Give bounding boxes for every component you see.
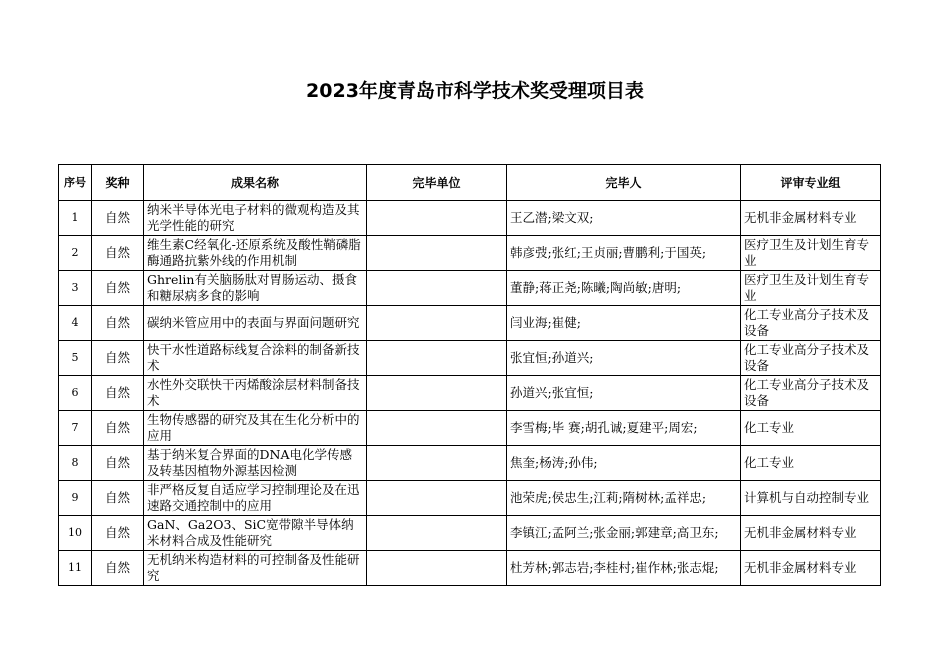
cell-type: 自然 <box>92 551 144 586</box>
cell-type: 自然 <box>92 446 144 481</box>
cell-no: 2 <box>59 236 92 271</box>
cell-group: 化工专业高分子技术及设备 <box>741 341 881 376</box>
table-row <box>59 411 881 446</box>
table-row <box>59 446 881 481</box>
cell-unit <box>367 411 507 446</box>
cell-unit <box>367 306 507 341</box>
cell-type: 自然 <box>92 411 144 446</box>
cell-people: 李雪梅;毕 赛;胡孔诚;夏建平;周宏; <box>507 411 741 446</box>
table-header-row <box>59 165 881 201</box>
cell-name: 生物传感器的研究及其在生化分析中的应用 <box>144 411 367 446</box>
cell-type: 自然 <box>92 306 144 341</box>
cell-group: 化工专业高分子技术及设备 <box>741 306 881 341</box>
cell-people: 韩彦弢;张红;王贞丽;曹鹏利;于国英; <box>507 236 741 271</box>
header-people: 完毕人 <box>507 165 741 201</box>
cell-name: 碳纳米管应用中的表面与界面问题研究 <box>144 306 367 341</box>
header-group: 评审专业组 <box>741 165 881 201</box>
cell-no: 7 <box>59 411 92 446</box>
table-body <box>59 201 881 586</box>
cell-no: 9 <box>59 481 92 516</box>
cell-no: 1 <box>59 201 92 236</box>
cell-unit <box>367 236 507 271</box>
page-title: 2023年度青岛市科学技术奖受理项目表 <box>306 80 644 102</box>
table-row <box>59 236 881 271</box>
cell-name: 纳米半导体光电子材料的微观构造及其光学性能的研究 <box>144 201 367 236</box>
cell-people: 王乙潜;梁文双; <box>507 201 741 236</box>
header-no: 序号 <box>59 165 92 201</box>
cell-group: 医疗卫生及计划生育专业 <box>741 271 881 306</box>
table-row <box>59 551 881 586</box>
header-type: 奖种 <box>92 165 144 201</box>
table-row <box>59 481 881 516</box>
cell-unit <box>367 271 507 306</box>
cell-type: 自然 <box>92 236 144 271</box>
table-row <box>59 271 881 306</box>
cell-no: 8 <box>59 446 92 481</box>
table-row <box>59 341 881 376</box>
cell-name: 非严格反复自适应学习控制理论及在迅速路交通控制中的应用 <box>144 481 367 516</box>
table-row <box>59 376 881 411</box>
cell-people: 张宜恒;孙道兴; <box>507 341 741 376</box>
cell-unit <box>367 446 507 481</box>
cell-type: 自然 <box>92 271 144 306</box>
cell-group: 无机非金属材料专业 <box>741 201 881 236</box>
cell-people: 李镇江;孟阿兰;张金丽;郭建章;高卫东; <box>507 516 741 551</box>
cell-group: 化工专业 <box>741 411 881 446</box>
cell-no: 3 <box>59 271 92 306</box>
cell-group: 化工专业 <box>741 446 881 481</box>
cell-name: 无机纳米构造材料的可控制备及性能研究 <box>144 551 367 586</box>
cell-name: GaN、Ga2O3、SiC宽带隙半导体纳米材料合成及性能研究 <box>144 516 367 551</box>
cell-group: 无机非金属材料专业 <box>741 516 881 551</box>
award-table <box>58 164 881 586</box>
cell-group: 医疗卫生及计划生育专业 <box>741 236 881 271</box>
cell-no: 5 <box>59 341 92 376</box>
table-row <box>59 201 881 236</box>
cell-name: 维生素C经氧化-还原系统及酸性鞘磷脂酶通路抗紫外线的作用机制 <box>144 236 367 271</box>
cell-type: 自然 <box>92 341 144 376</box>
header-unit: 完毕单位 <box>367 165 507 201</box>
cell-people: 孙道兴;张宜恒; <box>507 376 741 411</box>
cell-group: 计算机与自动控制专业 <box>741 481 881 516</box>
header-name: 成果名称 <box>144 165 367 201</box>
cell-people: 焦奎;杨涛;孙伟; <box>507 446 741 481</box>
cell-people: 董静;蒋正尧;陈曦;陶尚敏;唐明; <box>507 271 741 306</box>
table-row <box>59 516 881 551</box>
cell-group: 无机非金属材料专业 <box>741 551 881 586</box>
cell-people: 杜芳林;郭志岩;李桂村;崔作林;张志焜; <box>507 551 741 586</box>
cell-no: 6 <box>59 376 92 411</box>
cell-type: 自然 <box>92 201 144 236</box>
cell-type: 自然 <box>92 516 144 551</box>
cell-unit <box>367 481 507 516</box>
cell-unit <box>367 201 507 236</box>
cell-no: 10 <box>59 516 92 551</box>
cell-people: 池荣虎;侯忠生;江莉;隋树林;孟祥忠; <box>507 481 741 516</box>
cell-type: 自然 <box>92 481 144 516</box>
cell-name: 基于纳米复合界面的DNA电化学传感及转基因植物外源基因检测 <box>144 446 367 481</box>
cell-name: 水性外交联快干丙烯酸涂层材料制备技术 <box>144 376 367 411</box>
cell-type: 自然 <box>92 376 144 411</box>
cell-group: 化工专业高分子技术及设备 <box>741 376 881 411</box>
cell-no: 4 <box>59 306 92 341</box>
cell-name: Ghrelin有关脑肠肽对胃肠运动、摄食和糖尿病多食的影响 <box>144 271 367 306</box>
cell-unit <box>367 516 507 551</box>
cell-unit <box>367 341 507 376</box>
table-row <box>59 306 881 341</box>
cell-unit <box>367 376 507 411</box>
cell-no: 11 <box>59 551 92 586</box>
cell-name: 快干水性道路标线复合涂料的制备新技术 <box>144 341 367 376</box>
cell-people: 闫业海;崔健; <box>507 306 741 341</box>
cell-unit <box>367 551 507 586</box>
